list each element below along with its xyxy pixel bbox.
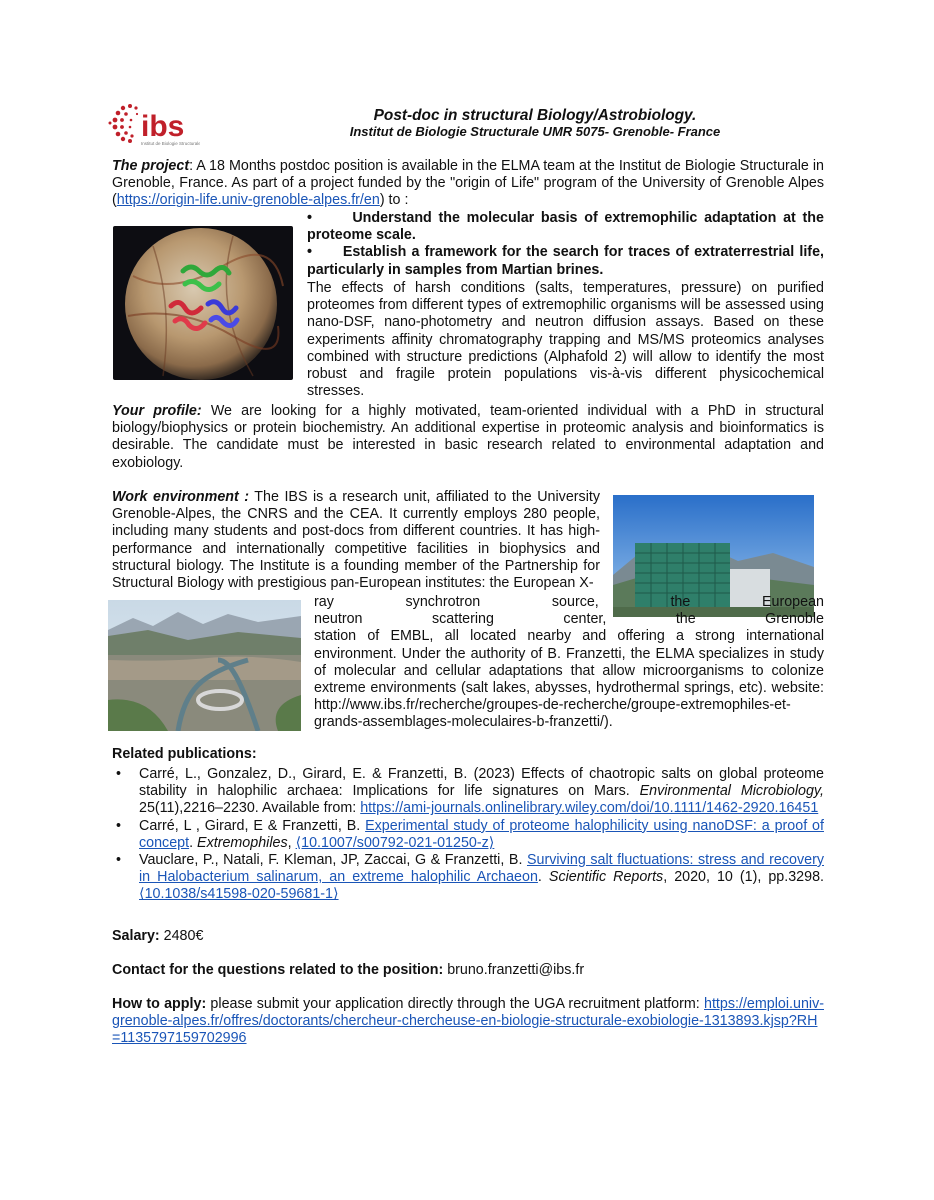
- project-intro: [112, 158, 824, 210]
- bullet-icon: •: [307, 210, 313, 226]
- page-title: Post-doc in structural Biology/Astrobiology.: [373, 107, 697, 124]
- publications-list: [112, 766, 824, 904]
- publication-details: , 2020, 10 (1), pp.3298.: [663, 869, 825, 886]
- project-objectives: [307, 210, 824, 279]
- publication-separator: .: [189, 834, 198, 851]
- profile-text: We are looking for a highly motivated, team-oriented individual with a PhD in structural biology/biophysics or protein biochemistry. An additional expertise in proteomic analysis and bioinformatics is desirable. The candidate must be interested in basic research related to environmental adaptation and exobiology.: [112, 403, 824, 471]
- work-environment-bottom: [314, 594, 824, 732]
- work-line: extreme environments (salt lakes, abysses, hydrothermal springs, etc). website:: [314, 680, 824, 697]
- europa-protein-image: [113, 226, 293, 380]
- publication-doi-link[interactable]: ⟨10.1007/s00792-021-01250-z⟩: [295, 834, 495, 851]
- project-intro-text: : A 18 Months postdoc position is available in the ELMA team at the Institut de Biologie Structurale in Grenoble, France. As part of a project funded by the "origin of Life" program of the University of Grenoble Alpes (: [112, 158, 825, 209]
- profile-label: Your profile:: [112, 403, 202, 419]
- work-environment-top: [112, 489, 600, 592]
- work-website-line: http://www.ibs.fr/recherche/groupes-de-recherche/groupe-extremophiles-et-: [314, 697, 791, 714]
- apply-section: [112, 996, 824, 1048]
- publication-journal: Scientific Reports: [548, 869, 664, 886]
- logo-subtext: Institut de Biologie Structurale: [141, 141, 200, 146]
- publication-item: [112, 766, 824, 818]
- bullet-icon: •: [116, 817, 122, 834]
- publication-authors: Carré, L , Girard, E & Franzetti, B.: [139, 817, 366, 834]
- publication-doi-link[interactable]: ⟨10.1038/s41598-020-59681-1⟩: [139, 886, 339, 903]
- publication-authors: Vauclare, P., Natali, F. Kleman, JP, Zaccai, G & Franzetti, B.: [139, 852, 527, 869]
- work-line: neutron scattering center, the Grenoble: [314, 611, 824, 628]
- apply-link[interactable]: https://emploi.univ-grenoble-alpes.fr/offres/doctorants/chercheur-chercheuse-en-biologie-structurale-exobiologie-1313893.kjsp?RH=1135797159702996: [112, 996, 824, 1047]
- salary-value: 2480€: [159, 928, 204, 944]
- objective-2: [307, 244, 824, 278]
- project-intro-end: ) to :: [379, 192, 409, 209]
- page-subtitle: Institut de Biologie Structurale UMR 5075- Grenoble- France: [349, 124, 721, 139]
- objective-1-text: Understand the molecular basis of extremophilic adaptation at the proteome scale.: [307, 210, 824, 244]
- publication-journal: Environmental Microbiology,: [639, 783, 824, 800]
- contact-label: Contact for the questions related to the position:: [112, 962, 444, 978]
- work-line: environment. Under the authority of B. Franzetti, the ELMA specializes in study: [314, 645, 824, 662]
- contact-email: bruno.franzetti@ibs.fr: [443, 962, 585, 978]
- publication-journal: Extremophiles: [197, 834, 288, 851]
- work-line: station of EMBL, all located nearby and offering a strong international: [314, 628, 824, 645]
- publication-item: [112, 852, 824, 904]
- project-label: The project: [112, 158, 190, 174]
- publication-separator: ,: [287, 834, 296, 851]
- logo-text: ibs: [141, 110, 185, 143]
- salary-label: Salary:: [112, 928, 160, 944]
- publication-details: 25(11),2216–2230. Available from:: [139, 800, 361, 817]
- publication-citation: Carré, L., Gonzalez, D., Girard, E. & Franzetti, B. (2023) Effects of chaotropic salts on global proteome stability in halophilic archaea: Implications for life signatures on Mars.: [139, 766, 824, 800]
- objective-2-text: Establish a framework for the search for traces of extraterrestrial life, particularly in samples from Martian brines.: [307, 244, 824, 278]
- publication-link[interactable]: https://ami-journals.onlinelibrary.wiley.com/doi/10.1111/1462-2920.16451: [360, 800, 819, 817]
- bullet-icon: •: [116, 766, 122, 782]
- bullet-icon: •: [116, 852, 122, 869]
- publications-heading: Related publications:: [112, 746, 257, 762]
- work-website-line: grands-assemblages-moleculaires-b-franzetti/).: [314, 714, 613, 731]
- project-body: The effects of harsh conditions (salts, temperatures, pressure) on purified proteomes from different types of extremophilic organisms will be assessed using nano-DSF, nano-photometry and neutron diffusion assays. Based on these experiments affinity chromatography trapping and MS/MS proteomics analyses combined with structure predictions (Alphafold 2) will allow to identify the most robust and fragile protein populations vis-à-vis different physicochemical stresses.: [307, 280, 824, 400]
- grenoble-aerial-photo: [108, 600, 301, 731]
- objective-1: [307, 210, 824, 244]
- work-line: ray synchrotron source, the European: [314, 594, 824, 610]
- ibs-logo-dots: [108, 100, 200, 148]
- work-text-top: The IBS is a research unit, affiliated to the University Grenoble-Alpes, the CNRS and the CEA. It currently employs 280 people, including many students and post-docs from different countries. It has high-performance and internationally competitive facilities in biophysics and structural biology. The Institute is a founding member of the Partnership for Structural Biology with prestigious pan-European institutes: the European X-: [112, 489, 600, 592]
- salary-line: [112, 928, 203, 945]
- publication-separator: .: [537, 869, 549, 886]
- ibs-logo: [108, 100, 200, 148]
- publication-title-link[interactable]: Surviving salt fluctuations: stress and recovery in Halobacterium salinarum, an extreme halophilic Archaeon: [139, 852, 824, 886]
- profile-section: [112, 403, 824, 472]
- apply-text: please submit your application directly through the UGA recruitment platform:: [206, 996, 704, 1012]
- work-label: Work environment :: [112, 489, 250, 505]
- contact-line: [112, 962, 584, 979]
- publication-title-link[interactable]: Experimental study of proteome halophilicity using nanoDSF: a proof of concept: [139, 817, 824, 851]
- origin-life-link[interactable]: https://origin-life.univ-grenoble-alpes.fr/en: [116, 192, 380, 209]
- apply-label: How to apply:: [112, 996, 207, 1012]
- work-line: of molecular and cellular adaptations that allow microorganisms to colonize: [314, 662, 824, 679]
- publication-item: [112, 818, 824, 852]
- bullet-icon: •: [307, 244, 313, 261]
